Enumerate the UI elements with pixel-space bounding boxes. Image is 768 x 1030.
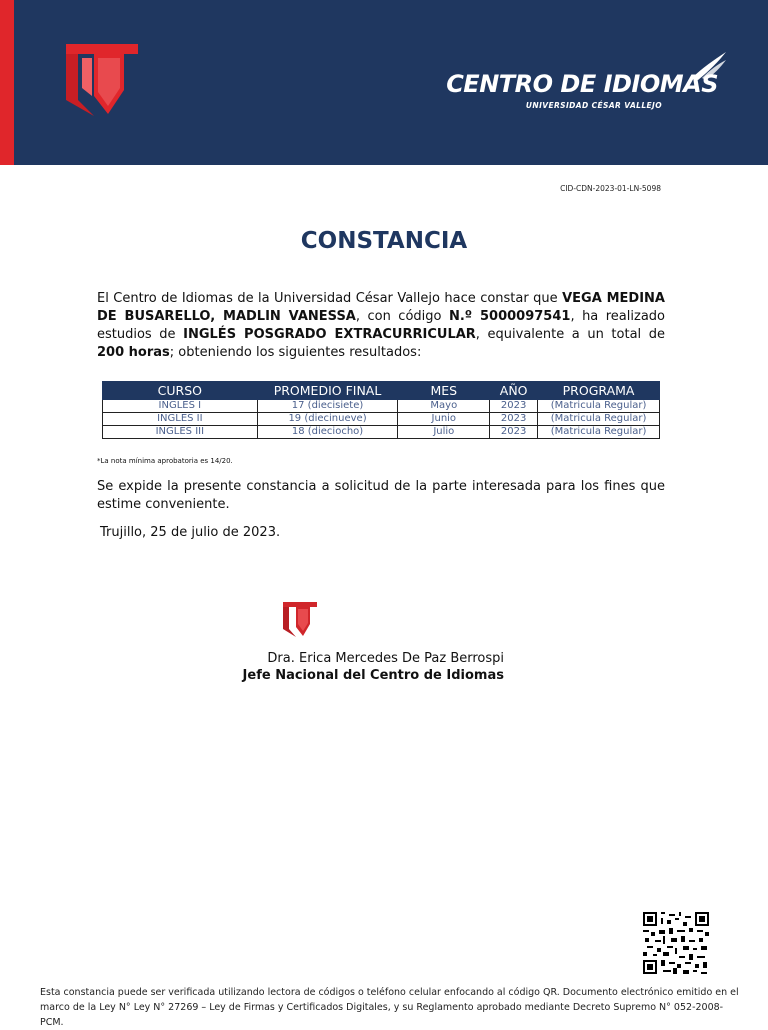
table-cell: INGLES II	[103, 413, 258, 426]
results-table	[102, 381, 660, 439]
table-cell: (Matricula Regular)	[538, 426, 660, 439]
qr-code-icon	[643, 912, 709, 974]
place-date: Trujillo, 25 de julio de 2023.	[100, 525, 281, 540]
paragraph-text: , ha realizado estudios de	[97, 309, 665, 342]
table-cell: INGLES III	[103, 426, 258, 439]
total-hours: 200 horas	[97, 345, 170, 360]
document-code: CID-CDN-2023-01-LN-5098	[560, 184, 661, 193]
table-cell: Mayo	[398, 400, 490, 413]
paragraph-text: , equivalente a un total de	[475, 327, 665, 342]
table-cell: 2023	[490, 426, 538, 439]
signer-name: Dra. Erica Mercedes De Paz Berrospi	[267, 651, 504, 666]
closing-paragraph: Se expide la presente constancia a solicitud de la parte interesada para los fines que estime conveniente.	[97, 479, 665, 512]
certificate-paragraph	[97, 290, 665, 362]
table-cell: (Matricula Regular)	[538, 400, 660, 413]
table-header-row	[103, 382, 660, 400]
table-cell: 19 (diecinueve)	[257, 413, 398, 426]
column-header: AÑO	[490, 382, 538, 400]
grade-note: *La nota mínima aprobatoria es 14/20.	[97, 457, 233, 465]
paragraph-text: El Centro de Idiomas de la Universidad César Vallejo hace constar que	[97, 291, 563, 306]
student-code: N.º 5000097541	[448, 309, 571, 324]
table-cell: Julio	[398, 426, 490, 439]
student-name: VEGA MEDINA DE BUSARELLO, MADLIN VANESSA	[97, 291, 665, 324]
column-header: MES	[398, 382, 490, 400]
table-row	[103, 400, 660, 413]
red-strip	[0, 0, 14, 165]
page-title: CONSTANCIA	[300, 228, 468, 254]
program-name: INGLÉS POSGRADO EXTRACURRICULAR	[183, 327, 476, 342]
table-cell: (Matricula Regular)	[538, 413, 660, 426]
column-header: CURSO	[103, 382, 258, 400]
table-row	[103, 413, 660, 426]
table-cell: 2023	[490, 413, 538, 426]
brand-title: CENTRO DE IDIOMAS	[446, 70, 718, 98]
ucv-signature-logo-icon	[282, 600, 318, 638]
brand-subtitle: UNIVERSIDAD CÉSAR VALLEJO	[525, 101, 662, 110]
table-row	[103, 426, 660, 439]
paragraph-text: , con código	[355, 309, 449, 324]
table-cell: Junio	[398, 413, 490, 426]
column-header: PROGRAMA	[538, 382, 660, 400]
table-cell: 2023	[490, 400, 538, 413]
paragraph-text: ; obteniendo los siguientes resultados:	[169, 345, 422, 360]
footer-note: Esta constancia puede ser verificada utilizando lectora de códigos o teléfono celular enfocando al código QR. Documento electrónico emitido en el marco de la Ley N° Ley N° 27269 – Ley de Firmas y Certificados Digitales, y su Reglamento aprobado mediante Decreto Supremo N° 052-2008-PCM.	[40, 987, 739, 1028]
signer-role: Jefe Nacional del Centro de Idiomas	[242, 668, 504, 683]
ucv-shield-logo-icon	[64, 40, 140, 120]
column-header: PROMEDIO FINAL	[257, 382, 398, 400]
table-cell: INGLES I	[103, 400, 258, 413]
header-banner	[0, 0, 768, 165]
table-cell: 18 (dieciocho)	[257, 426, 398, 439]
table-cell: 17 (diecisiete)	[257, 400, 398, 413]
